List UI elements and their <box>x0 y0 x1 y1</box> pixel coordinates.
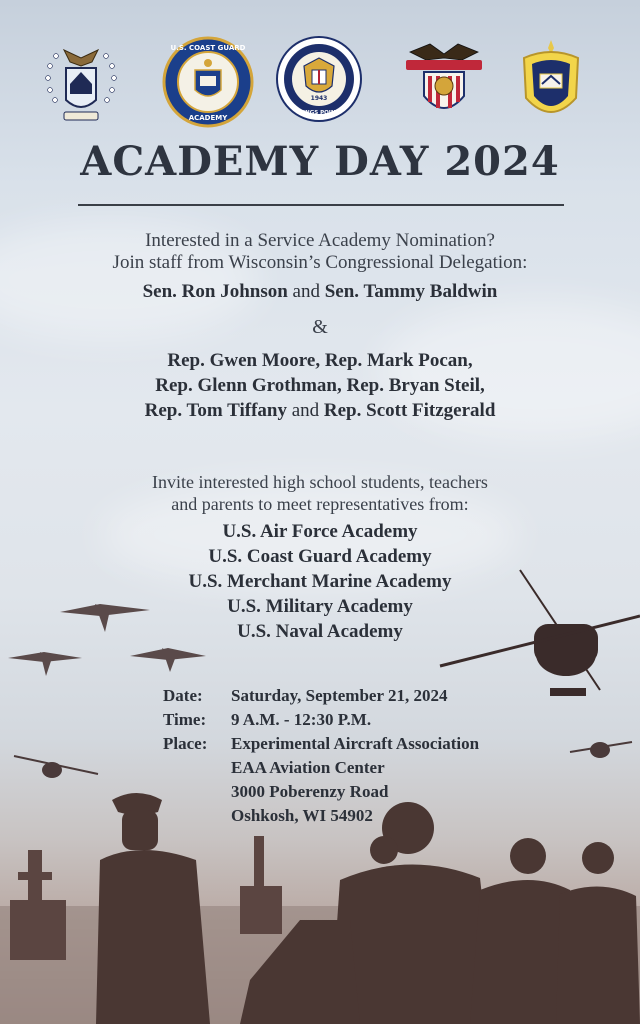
reps-line-2: Rep. Glenn Grothman, Rep. Bryan Steil, <box>155 375 485 396</box>
title-divider <box>78 204 564 206</box>
merchant-marine-bottom-text: KINGS POINT <box>298 110 340 116</box>
academy-coast-guard: U.S. Coast Guard Academy <box>208 546 432 567</box>
event-details <box>163 684 479 828</box>
reps-and: and <box>291 400 320 421</box>
place-row-4 <box>163 804 479 828</box>
rep-fitzgerald: Rep. Scott Fitzgerald <box>323 400 496 421</box>
intro-line-1: Interested in a Service Academy Nomination? <box>145 230 495 251</box>
place-line-4: Oshkosh, WI 54902 <box>231 806 373 825</box>
senator-baldwin: Sen. Tammy Baldwin <box>324 281 498 302</box>
representatives <box>0 348 640 423</box>
invite-text <box>0 471 640 515</box>
svg-text:ACADEMY: ACADEMY <box>188 114 228 122</box>
invite-line-1: Invite interested high school students, teachers <box>152 472 488 492</box>
academy-naval: U.S. Naval Academy <box>237 621 403 642</box>
reps-line-3 <box>0 398 640 423</box>
intro-text <box>0 230 640 274</box>
time-row <box>163 708 479 732</box>
date-row <box>163 684 479 708</box>
academy-merchant-marine: U.S. Merchant Marine Academy <box>188 571 452 592</box>
academy-logos <box>0 36 640 128</box>
rep-tiffany: Rep. Tom Tiffany <box>144 400 287 421</box>
place-line-2: EAA Aviation Center <box>231 758 385 777</box>
poster-title: ACADEMY DAY 2024 <box>80 138 560 185</box>
air-force-academy-logo <box>42 36 120 126</box>
intro-line-2: Join staff from Wisconsin’s Congressional Delegation: <box>112 252 528 273</box>
academy-list <box>0 519 640 644</box>
date-label: Date: <box>163 686 203 705</box>
ampersand: & <box>312 316 328 338</box>
naval-academy-logo <box>518 36 584 128</box>
place-row <box>163 732 479 756</box>
place-line-3: 3000 Poberenzy Road <box>231 782 389 801</box>
senator-johnson: Sen. Ron Johnson <box>142 281 288 302</box>
academy-military: U.S. Military Academy <box>227 596 413 617</box>
academy-air-force: U.S. Air Force Academy <box>222 521 418 542</box>
military-academy-logo <box>400 36 488 124</box>
place-line-1: Experimental Aircraft Association <box>231 734 480 753</box>
time-label: Time: <box>163 710 207 729</box>
place-row-2 <box>163 756 479 780</box>
reps-line-1: Rep. Gwen Moore, Rep. Mark Pocan, <box>167 350 473 371</box>
merchant-marine-year: 1943 <box>310 95 328 102</box>
merchant-marine-academy-logo <box>276 36 362 122</box>
date-value: Saturday, September 21, 2024 <box>231 686 448 705</box>
svg-text:U.S. COAST GUARD: U.S. COAST GUARD <box>170 44 246 52</box>
place-row-3 <box>163 780 479 804</box>
senators-and: and <box>292 281 320 302</box>
time-value: 9 A.M. - 12:30 P.M. <box>231 710 372 729</box>
senators-line <box>0 281 640 303</box>
place-label: Place: <box>163 734 208 753</box>
coast-guard-academy-logo <box>162 36 254 128</box>
invite-line-2: and parents to meet representatives from: <box>171 494 469 514</box>
